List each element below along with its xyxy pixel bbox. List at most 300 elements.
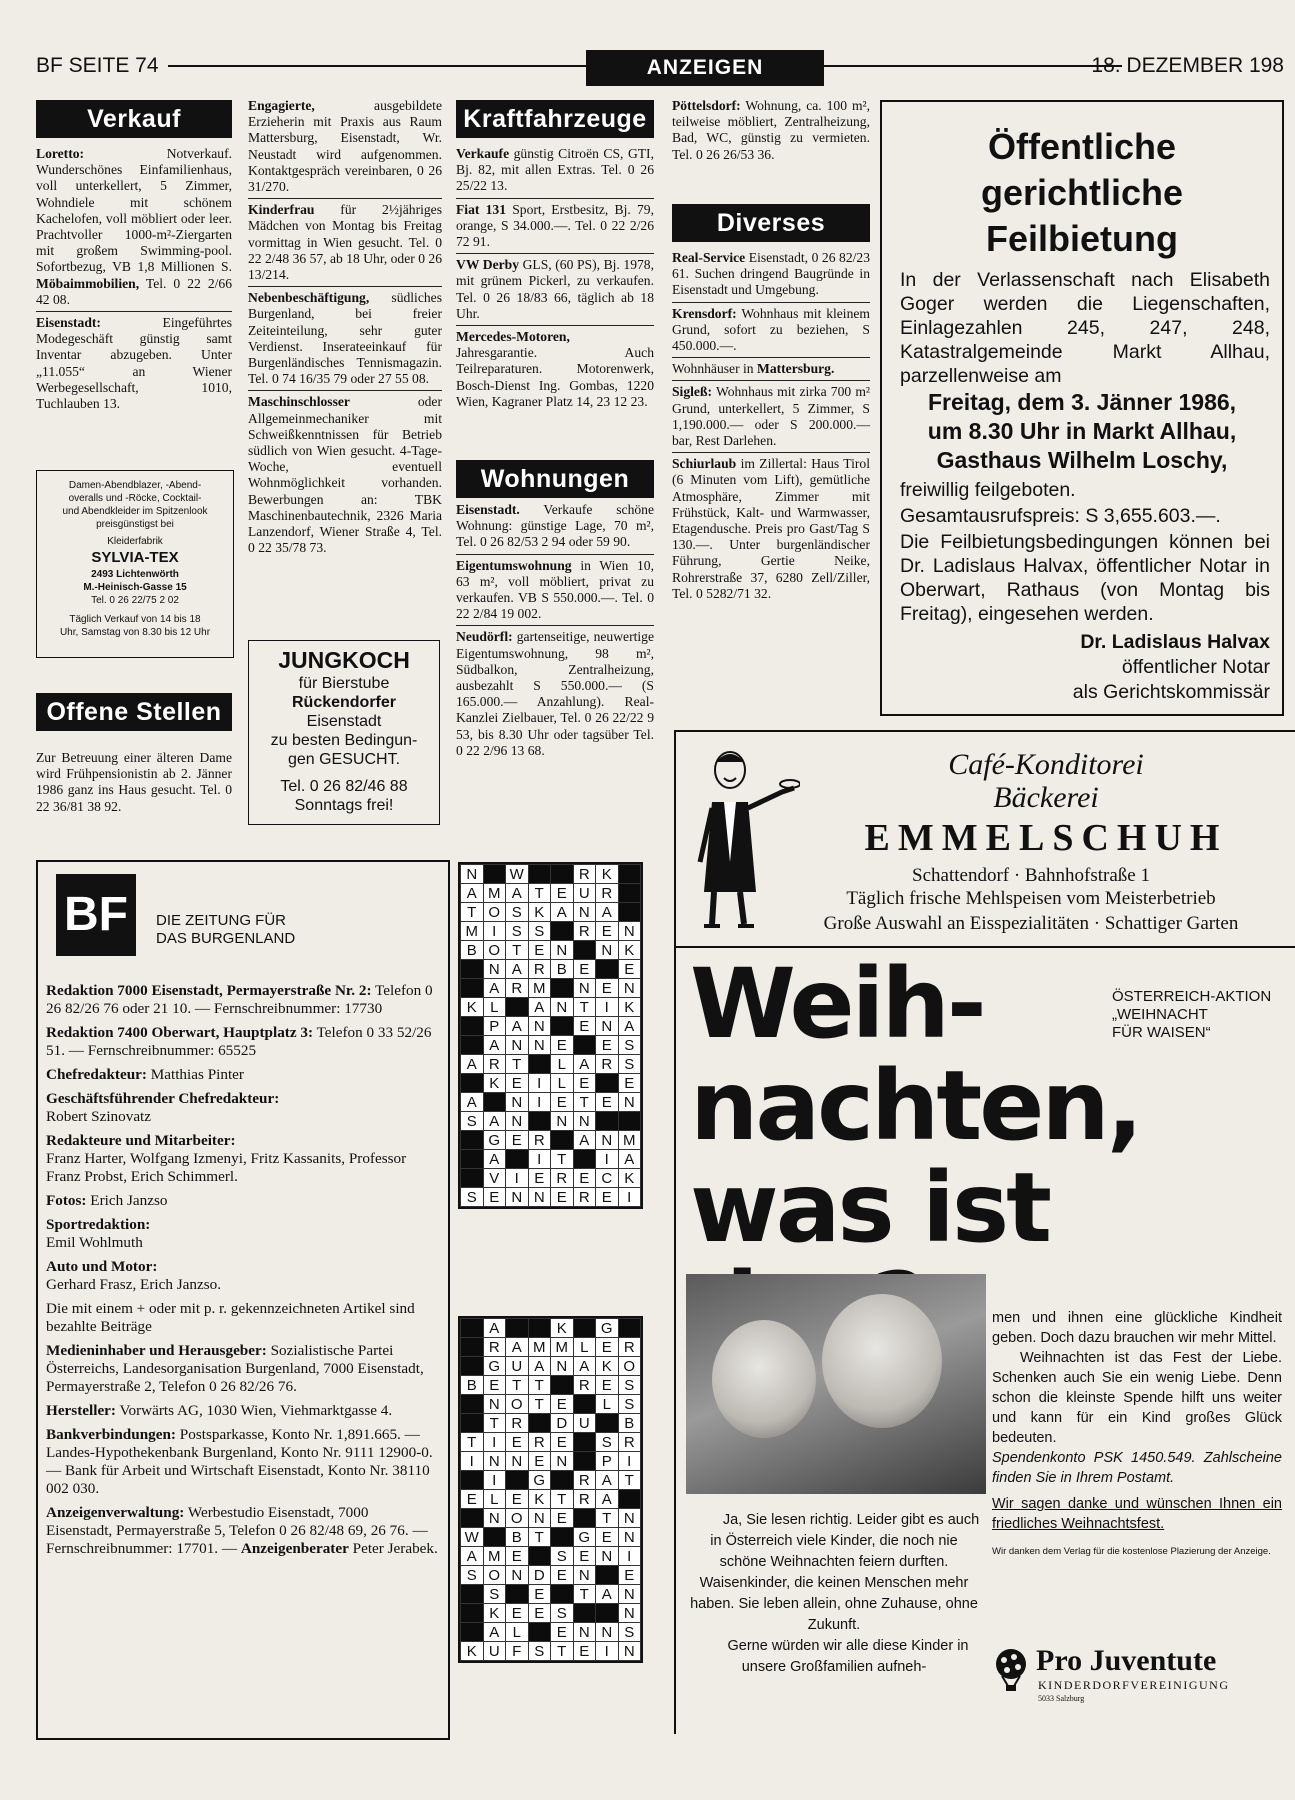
crossword-cell bbox=[506, 1585, 529, 1604]
crossword-cell: T bbox=[528, 884, 551, 903]
crossword-cell bbox=[461, 1604, 484, 1623]
crossword-cell: L bbox=[483, 998, 506, 1017]
impressum-mitarbeiter: Redakteure und Mitarbeiter: Franz Harter, Wolfgang Izmenyi, Fritz Kassanits, Professor Franz Probst, Erich Schimmerl. bbox=[46, 1132, 407, 1185]
crossword-cell: T bbox=[528, 1528, 551, 1547]
crossword-cell: N bbox=[506, 1112, 529, 1131]
crossword-cell: R bbox=[528, 960, 551, 979]
crossword-cell: S bbox=[528, 922, 551, 941]
crossword-cell: T bbox=[461, 903, 484, 922]
crossword-cell: N bbox=[596, 1547, 619, 1566]
crossword-cell bbox=[551, 1471, 574, 1490]
crossword-cell: U bbox=[573, 1414, 596, 1433]
crossword-cell: R bbox=[528, 1131, 551, 1150]
impressum-medieninhaber: Medieninhaber und Herausgeber: Sozialistische Partei Österreichs, Landesorganisation Burgenland, 7000 Eisenstadt, Permayerstraße 2, Telefon 0 26 82/26 76. bbox=[46, 1342, 424, 1395]
crossword-row bbox=[461, 1055, 641, 1074]
crossword-cell: T bbox=[551, 1490, 574, 1509]
ad-neudoerfl: Neudörfl: gartenseitige, neuwertige Eigentumswohnung, 98 m², Südbalkon, Zentralheizung, ausbezahlt S 550.000.— (S 165.000.— Anzahlung). Real-Kanzlei Zielbauer, Tel. 0 26 22/22 9 53, bis 8.30 Uhr oder tagsüber Tel. 0 22 2/96 13 68. bbox=[456, 629, 654, 758]
crossword-cell: R bbox=[573, 1376, 596, 1395]
crossword-cell: S bbox=[551, 1604, 574, 1623]
crossword-cell: V bbox=[483, 1169, 506, 1188]
jungkoch-title: JUNGKOCH bbox=[278, 647, 410, 673]
crossword-cell: D bbox=[551, 1414, 574, 1433]
crossword-cell: N bbox=[528, 1188, 551, 1207]
crossword-grid-2 bbox=[460, 1318, 641, 1661]
crossword-cell: E bbox=[596, 1376, 619, 1395]
sylvia-line: Damen-Abendblazer, -Abend- bbox=[68, 480, 202, 491]
offene-stellen-column bbox=[36, 750, 232, 821]
crossword-cell: E bbox=[528, 1169, 551, 1188]
crossword-cell: G bbox=[573, 1528, 596, 1547]
crossword-cell: B bbox=[551, 960, 574, 979]
children-photo bbox=[686, 1274, 986, 1494]
child-face bbox=[822, 1294, 942, 1428]
sylvia-addr: M.-Heinisch-Gasse 15 bbox=[83, 582, 187, 593]
crossword-cell: S bbox=[506, 922, 529, 941]
crossword-cell: I bbox=[596, 1150, 619, 1169]
crossword-cell bbox=[506, 1319, 529, 1338]
publisher-thanks: Wir danken dem Verlag für die kostenlose Plazierung der Anzeige. bbox=[992, 1546, 1271, 1557]
crossword-cell: N bbox=[483, 960, 506, 979]
issue-date: 18. DEZEMBER 198 bbox=[1091, 54, 1284, 77]
crossword-row bbox=[461, 1319, 641, 1338]
crossword-cell bbox=[551, 1585, 574, 1604]
ad-schiurlaub: Schiurlaub im Zillertal: Haus Tirol (6 Minuten vom Lift), gemütliche Atmosphäre, Zimmer mit Frühstück, Kalt- und Warmwasser, Etagendusche. Preis pro Gast/Tag S 130.—. Unter burgenländischer Führung, Gertie Neike, Rohrerstraße 37, 6280 Zell/Ziller, Tel. 0 5282/71 32. bbox=[672, 456, 870, 601]
crossword-cell: G bbox=[596, 1319, 619, 1338]
crossword-cell: E bbox=[506, 1074, 529, 1093]
crossword-row bbox=[461, 1490, 641, 1509]
crossword-cell: N bbox=[551, 1112, 574, 1131]
ad-maschinschlosser: Maschinschlosser oder Allgemeinmechaniker mit Schweißkenntnissen für Betrieb südlich von Wien gesucht. 4-Tage-Woche, eventuell Wohnmöglichkeit vorhanden. Bewerbungen an: TBK Maschinenbautechnik, 2326 Maria Lanzendorf, Wiener Straße 4, Tel. 0 22 35/78 73. bbox=[248, 394, 442, 556]
headline-line: Weih- bbox=[690, 948, 984, 1060]
balloon-icon bbox=[992, 1648, 1030, 1692]
crossword-cell: N bbox=[573, 979, 596, 998]
appeal-text-left bbox=[686, 1510, 982, 1678]
crossword-cell bbox=[528, 1319, 551, 1338]
crossword-cell: E bbox=[573, 1547, 596, 1566]
crossword-row bbox=[461, 1642, 641, 1661]
crossword-row bbox=[461, 1414, 641, 1433]
crossword-cell bbox=[528, 1414, 551, 1433]
crossword-cell bbox=[461, 960, 484, 979]
aktion-line: FÜR WAISEN“ bbox=[1112, 1024, 1211, 1041]
thanks-text: Wir sagen danke und wünschen Ihnen ein friedliches Weihnachtsfest. bbox=[992, 1496, 1282, 1532]
crossword-row bbox=[461, 1188, 641, 1207]
sylvia-hours: Täglich Verkauf von 14 bis 18 bbox=[69, 614, 201, 625]
crossword-cell: S bbox=[618, 1376, 641, 1395]
crossword-cell: K bbox=[618, 941, 641, 960]
crossword-cell: I bbox=[528, 1150, 551, 1169]
crossword-cell: T bbox=[573, 1585, 596, 1604]
crossword-cell: U bbox=[573, 884, 596, 903]
ad-mercedes: Mercedes-Motoren, Jahresgarantie. Auch Teilreparaturen. Motorenwerk, Bosch-Dienst Ing. Gombas, 1220 Wien, Kagraner Platz 14, 23 12 23. bbox=[456, 329, 654, 409]
crossword-cell: I bbox=[596, 1642, 619, 1661]
crossword-cell: N bbox=[528, 1017, 551, 1036]
crossword-cell: E bbox=[551, 1433, 574, 1452]
crossword-cell: A bbox=[596, 1585, 619, 1604]
crossword-cell bbox=[618, 1112, 641, 1131]
crossword-cell: K bbox=[618, 1169, 641, 1188]
crossword-cell: O bbox=[483, 941, 506, 960]
bf-logo: BF bbox=[56, 874, 136, 956]
pro-juventute-name: Pro Juventute bbox=[1036, 1644, 1217, 1677]
crossword-cell: N bbox=[551, 941, 574, 960]
crossword-row bbox=[461, 1376, 641, 1395]
crossword-cell: R bbox=[573, 1188, 596, 1207]
ad-eigentumswohnung: Eigentumswohnung in Wien 10, 63 m², voll möbliert, privat zu verkaufen. VB S 550.000.—. Tel. 0 22 2/84 19 002. bbox=[456, 558, 654, 627]
feilbietung-text: In der Verlassenschaft nach Elisabeth Goger werden die Liegenschaften, Einlagezahlen 245, 247, 248, Katastralgemeinde Markt Allhau, parzellenweise am bbox=[900, 269, 1270, 387]
crossword-cell: S bbox=[618, 1036, 641, 1055]
crossword-row bbox=[461, 1547, 641, 1566]
crossword-row bbox=[461, 941, 641, 960]
crossword-cell: M bbox=[461, 922, 484, 941]
crossword-cell bbox=[461, 1623, 484, 1642]
crossword-cell: S bbox=[618, 1623, 641, 1642]
crossword-cell bbox=[551, 1528, 574, 1547]
jungkoch-line: für Bierstube bbox=[298, 675, 390, 692]
crossword-cell bbox=[461, 1471, 484, 1490]
ad-loretto: Loretto: Notverkauf. Wunderschönes Einfamilienhaus, voll unterkellert, 5 Zimmer, Wohndiele mit schönem Kachelofen, voll möbliert oder leer. Prachtvoller 1000-m²-Ziergarten mit großem Swimming-pool. Sofortbezug, VB 1,8 Millionen S. Möbaimmobilien, Tel. 0 22 2/66 42 08. bbox=[36, 146, 232, 312]
crossword-cell bbox=[528, 1547, 551, 1566]
crossword-cell: A bbox=[461, 1547, 484, 1566]
ad-nebenbeschaeftigung: Nebenbeschäftigung, südliches Burgenland, bei freier Zeiteinteilung, sehr guter Verdienst. Inserateeinkauf für Burgenländisches Tennismagazin. Tel. 0 74 16/35 79 oder 27 55 08. bbox=[248, 290, 442, 391]
crossword-cell: T bbox=[506, 1376, 529, 1395]
jungkoch-line: zu besten Bedingun- bbox=[270, 732, 418, 749]
crossword-cell: A bbox=[596, 1471, 619, 1490]
crossword-cell: U bbox=[506, 1357, 529, 1376]
crossword-cell: E bbox=[573, 1017, 596, 1036]
impressum-subtitle bbox=[156, 912, 295, 948]
crossword-cell: A bbox=[483, 1319, 506, 1338]
crossword-cell bbox=[573, 1036, 596, 1055]
crossword-cell: A bbox=[461, 884, 484, 903]
page-number: BF SEITE 74 bbox=[36, 54, 159, 77]
feilbietung-heading: gerichtliche bbox=[980, 172, 1184, 213]
crossword-cell: I bbox=[528, 1074, 551, 1093]
crossword-cell bbox=[596, 960, 619, 979]
crossword-cell: N bbox=[596, 941, 619, 960]
subtitle-line: DAS BURGENLAND bbox=[156, 930, 296, 947]
crossword-row bbox=[461, 1528, 641, 1547]
crossword-cell: T bbox=[528, 1395, 551, 1414]
crossword-cell: R bbox=[618, 1433, 641, 1452]
crossword-cell: K bbox=[461, 1642, 484, 1661]
sylvia-line: overalls und -Röcke, Cocktail- bbox=[68, 493, 202, 504]
impressum-anzeigen: Anzeigenverwaltung: Werbestudio Eisenstadt, 7000 Eisenstadt, Permayerstraße 5, Telefon 0 26 82/48 69, 26 76. — Fernschreibnummer: 17701. — Anzeigenberater Peter Jerabek. bbox=[46, 1504, 438, 1557]
crossword-cell: N bbox=[551, 998, 574, 1017]
crossword-cell: I bbox=[528, 1093, 551, 1112]
crossword-cell: O bbox=[483, 1566, 506, 1585]
crossword-cell: G bbox=[528, 1471, 551, 1490]
crossword-cell: E bbox=[573, 1642, 596, 1661]
crossword-cell: C bbox=[596, 1169, 619, 1188]
crossword-cell: E bbox=[573, 1169, 596, 1188]
cafe-line: Große Auswahl an Eisspezialitäten · Schattiger Garten bbox=[823, 913, 1239, 934]
crossword-cell bbox=[461, 1509, 484, 1528]
wohnungen-heading: Wohnungen bbox=[456, 460, 654, 498]
crossword-cell: T bbox=[618, 1471, 641, 1490]
feilbietung-text: freiwillig feilgeboten. bbox=[900, 479, 1076, 501]
crossword-cell: B bbox=[461, 1376, 484, 1395]
crossword-cell bbox=[461, 1585, 484, 1604]
crossword-cell bbox=[461, 1395, 484, 1414]
crossword-cell: B bbox=[506, 1528, 529, 1547]
crossword-cell: E bbox=[596, 979, 619, 998]
headline-line: nachten, bbox=[690, 1050, 1141, 1162]
crossword-row bbox=[461, 1452, 641, 1471]
donation-account: Spendenkonto PSK 1450.549. Zahlscheine finden Sie in Ihrem Postamt. bbox=[992, 1450, 1282, 1486]
ad-betreuung: Zur Betreuung einer älteren Dame wird Frühpensionistin ab 2. Jänner 1986 ganz ins Haus gesucht. Tel. 0 22 36/81 38 92. bbox=[36, 750, 232, 814]
crossword-row bbox=[461, 960, 641, 979]
crossword-row bbox=[461, 1433, 641, 1452]
appeal-paragraph: Gerne würden wir alle diese Kinder in unsere Großfamilien aufneh- bbox=[727, 1638, 969, 1675]
crossword-cell: N bbox=[506, 1566, 529, 1585]
crossword-cell: E bbox=[506, 1433, 529, 1452]
crossword-cell bbox=[573, 1150, 596, 1169]
crossword-cell: U bbox=[483, 1642, 506, 1661]
ad-eisenstadt-wohnung: Eisenstadt. Verkaufe schöne Wohnung: günstige Lage, 70 m², Tel. 0 26 82/53 2 94 oder 59 90. bbox=[456, 502, 654, 555]
crossword-cell: N bbox=[483, 1509, 506, 1528]
crossword-cell: A bbox=[573, 1131, 596, 1150]
cafe-name: EMMELSCHUH bbox=[864, 817, 1228, 859]
crossword-cell: T bbox=[528, 1376, 551, 1395]
ad-eisenstadt-mode: Eisenstadt: Eingeführtes Modegeschäft günstig samt Inventar abzugeben. Unter „11.055“ an Wiener Werbegesellschaft, 1010, Tuchlauben 13. bbox=[36, 315, 232, 412]
crossword-cell: S bbox=[618, 1395, 641, 1414]
crossword-row bbox=[461, 979, 641, 998]
ad-krensdorf: Krensdorf: Wohnhaus mit kleinem Grund, sofort zu beziehen, S 450.000.—. bbox=[672, 306, 870, 359]
crossword-row bbox=[461, 1395, 641, 1414]
crossword-cell: N bbox=[551, 1452, 574, 1471]
feilbietung-date: Gasthaus Wilhelm Loschy, bbox=[936, 447, 1228, 473]
jungkoch-ad bbox=[248, 640, 440, 825]
kfz-column bbox=[456, 146, 654, 416]
crossword-cell: R bbox=[506, 1414, 529, 1433]
crossword-solution-1 bbox=[458, 862, 643, 1209]
crossword-row bbox=[461, 1509, 641, 1528]
crossword-cell: R bbox=[596, 1055, 619, 1074]
crossword-cell: T bbox=[461, 1433, 484, 1452]
poettelsdorf-column bbox=[672, 98, 870, 169]
crossword-cell: E bbox=[618, 1074, 641, 1093]
crossword-cell: A bbox=[596, 1490, 619, 1509]
crossword-cell: K bbox=[528, 1490, 551, 1509]
sylvia-tel: Tel. 0 26 22/75 2 02 bbox=[91, 595, 179, 606]
aktion-line: „WEIHNACHT bbox=[1112, 1006, 1208, 1023]
crossword-cell: A bbox=[483, 1150, 506, 1169]
crossword-cell: N bbox=[596, 1131, 619, 1150]
crossword-row bbox=[461, 922, 641, 941]
appeal-paragraph: men und ihnen eine glückliche Kindheit geben. Doch dazu brauchen wir mehr Mittel. bbox=[992, 1310, 1282, 1346]
crossword-cell: I bbox=[618, 1547, 641, 1566]
crossword-cell: M bbox=[483, 1547, 506, 1566]
crossword-cell: A bbox=[506, 1017, 529, 1036]
crossword-cell: A bbox=[483, 1623, 506, 1642]
crossword-cell: N bbox=[573, 1566, 596, 1585]
stellen-column bbox=[248, 98, 442, 562]
crossword-cell: T bbox=[506, 1055, 529, 1074]
crossword-cell bbox=[596, 1604, 619, 1623]
crossword-cell: E bbox=[573, 1074, 596, 1093]
crossword-cell: N bbox=[618, 922, 641, 941]
crossword-cell: E bbox=[618, 960, 641, 979]
crossword-cell: E bbox=[551, 1623, 574, 1642]
crossword-cell: E bbox=[483, 1188, 506, 1207]
impressum-body bbox=[46, 982, 438, 1564]
crossword-cell: A bbox=[461, 1093, 484, 1112]
crossword-cell bbox=[528, 1055, 551, 1074]
crossword-row bbox=[461, 903, 641, 922]
cafe-title: Bäckerei bbox=[993, 781, 1099, 814]
ad-real-service: Real-Service Eisenstadt, 0 26 82/23 61. Suchen dringend Baugründe in Eisenstadt und Umgebung. bbox=[672, 250, 870, 303]
crossword-row bbox=[461, 1623, 641, 1642]
crossword-cell: I bbox=[618, 1188, 641, 1207]
crossword-cell: N bbox=[506, 1452, 529, 1471]
impressum-redaktion-oberwart: Redaktion 7400 Oberwart, Hauptplatz 3: Telefon 0 33 52/26 51. — Fernschreibnummer: 65525 bbox=[46, 1024, 432, 1059]
crossword-cell: N bbox=[506, 1036, 529, 1055]
crossword-cell bbox=[551, 979, 574, 998]
crossword-cell: S bbox=[528, 1642, 551, 1661]
crossword-cell: O bbox=[483, 903, 506, 922]
crossword-cell: S bbox=[461, 1188, 484, 1207]
crossword-cell: A bbox=[528, 998, 551, 1017]
crossword-cell: A bbox=[506, 960, 529, 979]
crossword-cell: L bbox=[551, 1055, 574, 1074]
feilbietung-heading: Öffentliche bbox=[987, 126, 1176, 167]
crossword-cell: T bbox=[596, 1509, 619, 1528]
sylvia-line: preisgünstigst bei bbox=[96, 519, 174, 530]
crossword-cell: E bbox=[528, 1604, 551, 1623]
cafe-emmelschuh-ad bbox=[674, 730, 1295, 948]
crossword-cell: T bbox=[573, 998, 596, 1017]
crossword-cell: W bbox=[461, 1528, 484, 1547]
crossword-cell: N bbox=[573, 903, 596, 922]
crossword-row bbox=[461, 1036, 641, 1055]
impressum-chefredakteur: Chefredakteur: Matthias Pinter bbox=[46, 1066, 244, 1083]
crossword-cell bbox=[461, 1357, 484, 1376]
crossword-row bbox=[461, 1169, 641, 1188]
crossword-cell: B bbox=[461, 941, 484, 960]
crossword-cell: R bbox=[483, 1338, 506, 1357]
crossword-cell bbox=[483, 1528, 506, 1547]
crossword-cell: K bbox=[551, 1319, 574, 1338]
crossword-row bbox=[461, 1093, 641, 1112]
crossword-row bbox=[461, 1112, 641, 1131]
impressum-note: Die mit einem + oder mit p. r. gekennzeichneten Artikel sind bezahlte Beiträge bbox=[46, 1300, 415, 1335]
crossword-row bbox=[461, 998, 641, 1017]
jungkoch-line: Sonntags frei! bbox=[294, 797, 394, 814]
crossword-cell: E bbox=[528, 1585, 551, 1604]
crossword-cell: K bbox=[483, 1074, 506, 1093]
ad-erzieherin: Engagierte, ausgebildete Erzieherin mit Praxis aus Raum Mattersburg, Eisenstadt, Wr. Neustadt wird aufgenommen. Kontaktgespräch vereinbaren, 0 26 31/270. bbox=[248, 98, 442, 199]
crossword-cell bbox=[461, 1169, 484, 1188]
crossword-cell: A bbox=[483, 1112, 506, 1131]
crossword-cell: N bbox=[618, 1528, 641, 1547]
crossword-cell: E bbox=[551, 884, 574, 903]
crossword-cell: T bbox=[551, 1642, 574, 1661]
crossword-cell bbox=[528, 865, 551, 884]
crossword-row bbox=[461, 1150, 641, 1169]
crossword-cell bbox=[461, 1074, 484, 1093]
crossword-cell bbox=[551, 1376, 574, 1395]
crossword-cell: N bbox=[483, 1395, 506, 1414]
crossword-cell: N bbox=[596, 1017, 619, 1036]
crossword-cell: A bbox=[461, 1055, 484, 1074]
impressum-auto: Auto und Motor: Gerhard Frasz, Erich Janzso. bbox=[46, 1258, 222, 1293]
crossword-cell bbox=[573, 1452, 596, 1471]
crossword-cell: E bbox=[551, 1566, 574, 1585]
crossword-cell: A bbox=[596, 903, 619, 922]
crossword-cell bbox=[461, 1319, 484, 1338]
crossword-cell: A bbox=[506, 1338, 529, 1357]
crossword-cell bbox=[573, 1395, 596, 1414]
crossword-cell: N bbox=[618, 1604, 641, 1623]
crossword-cell: A bbox=[551, 903, 574, 922]
crossword-cell: A bbox=[506, 884, 529, 903]
crossword-cell: E bbox=[573, 960, 596, 979]
impressum-sport: Sportredaktion: Emil Wohlmuth bbox=[46, 1216, 151, 1251]
crossword-cell bbox=[461, 979, 484, 998]
appeal-paragraph: Ja, Sie lesen richtig. Leider gibt es auch in Österreich viele Kinder, die noch nie schöne Weihnachten feiern durften. Waisenkinder, die keinen Menschen mehr haben. Sie leben allein, ohne Zuhause, ohne Zukunft. bbox=[690, 1512, 980, 1633]
crossword-cell: G bbox=[483, 1357, 506, 1376]
feilbietung-ad bbox=[880, 100, 1284, 716]
impressum-bank: Bankverbindungen: Postsparkasse, Konto Nr. 1,891.665. — Landes-Hypothekenbank Burgenland, Konto Nr. 9111 12900-0. — Bank für Arbeit und Wirtschaft Eisenstadt, Konto Nr. 38110 002 030. bbox=[46, 1426, 433, 1497]
crossword-cell: E bbox=[551, 1188, 574, 1207]
crossword-cell: E bbox=[506, 1547, 529, 1566]
crossword-cell: N bbox=[551, 1357, 574, 1376]
crossword-cell: R bbox=[506, 979, 529, 998]
crossword-cell: L bbox=[551, 1074, 574, 1093]
crossword-cell bbox=[506, 1150, 529, 1169]
crossword-cell: O bbox=[618, 1357, 641, 1376]
pro-juventute-city: 5033 Salzburg bbox=[1038, 1694, 1085, 1703]
crossword-cell: I bbox=[506, 1169, 529, 1188]
crossword-cell: N bbox=[573, 1112, 596, 1131]
ad-poettelsdorf: Pöttelsdorf: Wohnung, ca. 100 m², teilweise möbliert, Zentralheizung, Bad, WC, günstig zu vermieten. Tel. 0 26 26/53 36. bbox=[672, 98, 870, 162]
crossword-cell: N bbox=[461, 865, 484, 884]
crossword-row bbox=[461, 865, 641, 884]
jungkoch-line: gen GESUCHT. bbox=[287, 751, 401, 768]
appeal-text-right bbox=[992, 1308, 1282, 1558]
kfz-heading: Kraftfahrzeuge bbox=[456, 100, 654, 138]
crossword-cell: E bbox=[551, 1036, 574, 1055]
crossword-row bbox=[461, 884, 641, 903]
crossword-cell: T bbox=[506, 941, 529, 960]
crossword-cell bbox=[528, 1623, 551, 1642]
crossword-cell: M bbox=[551, 1338, 574, 1357]
crossword-cell bbox=[618, 1319, 641, 1338]
crossword-cell: A bbox=[618, 1017, 641, 1036]
crossword-cell: E bbox=[506, 1490, 529, 1509]
impressum-fotos: Fotos: Erich Janzso bbox=[46, 1192, 168, 1209]
crossword-cell: N bbox=[506, 1188, 529, 1207]
crossword-cell: P bbox=[596, 1452, 619, 1471]
ad-sigless: Sigleß: Wohnhaus mit zirka 700 m² Grund, unterkellert, 5 Zimmer, S 1,190.000.— oder S 200.000.— bar, Rest Darlehen. bbox=[672, 384, 870, 453]
crossword-cell bbox=[573, 1433, 596, 1452]
crossword-cell: T bbox=[551, 1150, 574, 1169]
crossword-cell: R bbox=[618, 1338, 641, 1357]
crossword-cell: S bbox=[461, 1566, 484, 1585]
crossword-cell: N bbox=[483, 1452, 506, 1471]
header-rule-left bbox=[168, 65, 586, 67]
crossword-cell: K bbox=[596, 1357, 619, 1376]
crossword-cell: E bbox=[461, 1490, 484, 1509]
crossword-cell: L bbox=[573, 1338, 596, 1357]
child-face bbox=[712, 1320, 816, 1438]
crossword-cell: E bbox=[528, 1452, 551, 1471]
crossword-grid-1 bbox=[460, 864, 641, 1207]
crossword-cell bbox=[461, 1131, 484, 1150]
impressum-redaktion-eisenstadt: Redaktion 7000 Eisenstadt, Permayerstraße Nr. 2: Telefon 0 26 82/26 76 oder 21 10. — Fernschreibnummer: 17730 bbox=[46, 982, 433, 1017]
crossword-cell bbox=[618, 903, 641, 922]
